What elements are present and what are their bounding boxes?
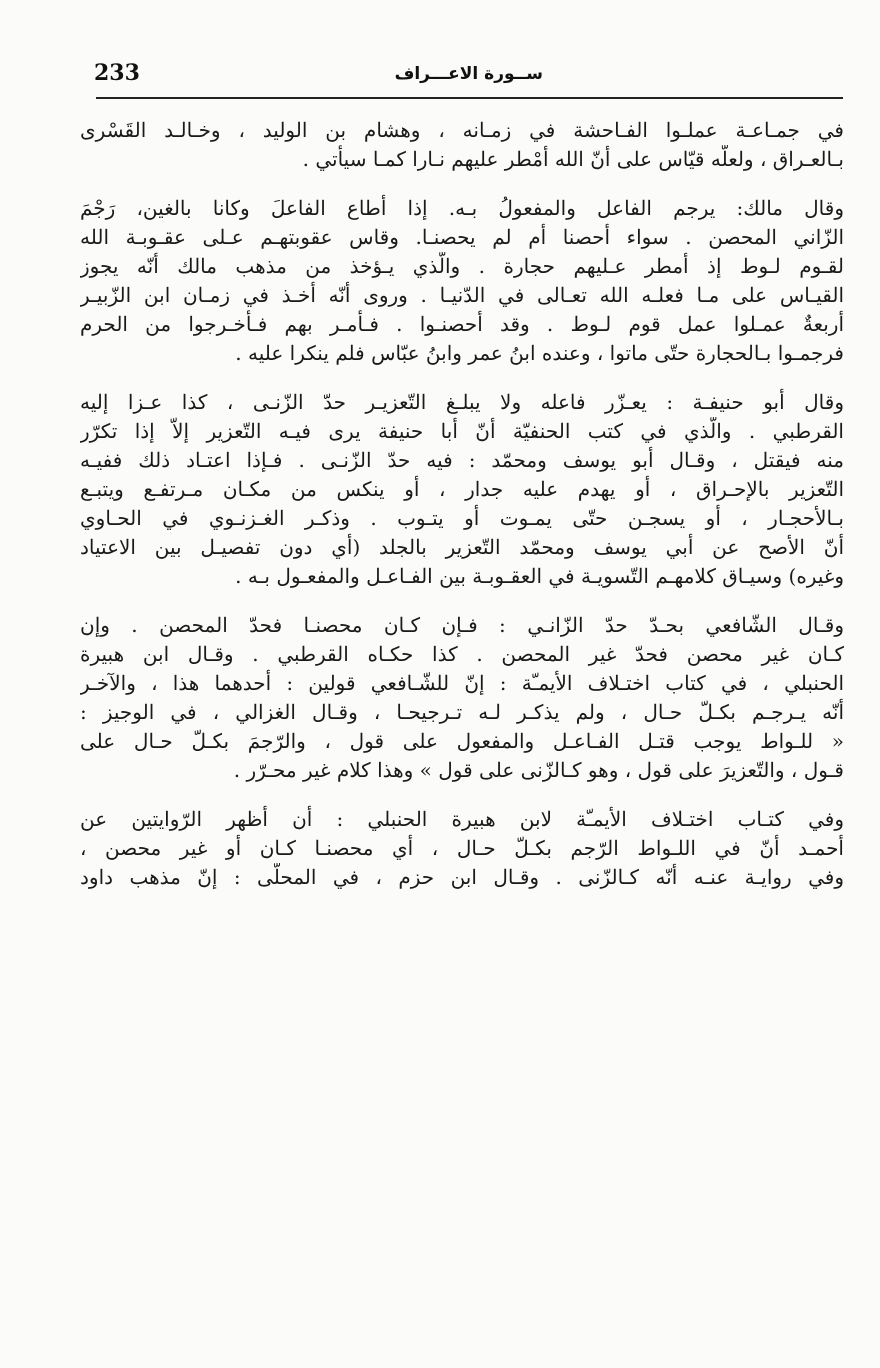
text-line: الزّاني المحصن . سواء أحصنا أم لم يحصنـا. وقاس عقوبتهـم عـلى عقـوبـة الله [80,225,844,249]
text-line: التّعزير بالإحـراق ، أو يهدم عليه جدار ، أو ينكس من مكـان مـرتفـع ويتبـع [80,477,844,501]
text-line: وفي روايـة عنـه أنّه كـالزّنى . وقـال ابن حزم ، في المحلّى : إنّ مذهب داود [80,865,844,889]
text-line: « للـواط يوجب قتـل الفـاعـل والمفعول على قول ، والرّجمَ بكـلّ حـال على [80,729,844,753]
page-body [80,116,844,912]
page-header [88,58,843,100]
text-line: القيـاس على مـا فعلـه الله تعـالى في الدّنيـا . وروى أنّه أخـذ في زمـان ابن الزّبيـر [80,283,844,307]
text-line: الحنبلي ، في كتاب اختـلاف الأيمـّة : إنّ للشّـافعي قولين : أحدهما هذا ، والآخـر [80,671,844,695]
text-line: بـالعـراق ، ولعلّه قيّاس على أنّ الله أمْطر عليهم نـارا كمـا سيأتي . [302,147,844,171]
text-line: بـالأحجـار ، أو يسجـن حتّى يمـوت أو يتـوب . وذكـر الغـزنـوي في الحـاوي [80,506,844,530]
text-line: فرجمـوا بـالحجارة حتّى ماتوا ، وعنده ابنُ عمر وابنُ عبّاس فلم ينكرا عليه . [235,341,844,365]
text-line: أحمـد أنّ في اللـواط الرّجم بكـلّ حـال ، أي محصنـا كـان أو غير محصن ، [80,836,844,860]
paragraph-2 [80,194,844,368]
text-line: القرطبي . والّذي في كتب الحنفيّة أنّ أبا حنيفة يرى فيـه التّعزير إلاّ إذا تكرّر [80,419,844,443]
running-title: ســورة الاعـــراف [394,64,543,84]
paragraph-5 [80,805,844,892]
paragraph-4 [80,611,844,785]
text-line: وقال أبو حنيفـة : يعـزّر فاعله ولا يبلـغ التّعزيـر حدّ الزّنـى ، كذا عـزا إليه [80,390,844,414]
text-line: في جمـاعـة عملـوا الفـاحشة في زمـانه ، وهشام بن الوليد ، وخـالـد القَسْرى [80,118,844,142]
paragraph-3 [80,388,844,591]
text-line: وقـال الشّافعي بحـدّ حدّ الزّانـي : فـإن كـان محصنـا فحدّ المحصن . وإن [80,613,844,637]
text-line: وغيره) وسيـاق كلامهـم التّسويـة في العقـوبـة بين الفـاعـل والمفعـول بـه . [235,564,844,588]
page-number: 233 [94,60,140,86]
text-line: أنّ الأصح عن أبي يوسف ومحمّد التّعزير بالجلد (أي دون تفصيـل بين الاعتياد [80,535,844,559]
text-line: منه فيقتل ، وقـال أبو يوسف ومحمّد : فيه حدّ الزّنـى . فـإذا اعتـاد ذلك ففيـه [80,448,844,472]
text-line: أنّه يـرجـم بكـلّ حـال ، ولم يذكـر لـه تـرجيحـا ، وقـال الغزالي ، في الوجيز : [80,700,844,724]
text-line: وفي كتـاب اختـلاف الأيمـّة لابن هبيرة الحنبلي : أن أظهر الرّوايتين عن [80,807,844,831]
text-line: أربعةٌ عمـلوا عمل قوم لـوط . وقد أحصنـوا . فـأمـر بهم فـأخـرجوا من الحرم [80,312,844,336]
text-line: كـان غير محصن فحدّ غير المحصن . كذا حكـاه القرطبي . وقـال ابن هبيرة [80,642,844,666]
header-rule [96,97,843,99]
text-line: قـول ، والتّعزيرَ على قول ، وهو كـالزّنى على قول » وهذا كلام غير محـرّر . [233,758,844,782]
paragraph-1 [80,116,844,174]
text-line: لقـوم لـوط إذ أمطر عـليهم حجارة . والّذي يـؤخذ من مذهب مالك أنّه يجوز [80,254,844,278]
text-line: وقال مالك: يرجم الفاعل والمفعولُ بـه. إذا أطاع الفاعلَ وكانا بالغين، رَجْمَ [80,196,844,220]
